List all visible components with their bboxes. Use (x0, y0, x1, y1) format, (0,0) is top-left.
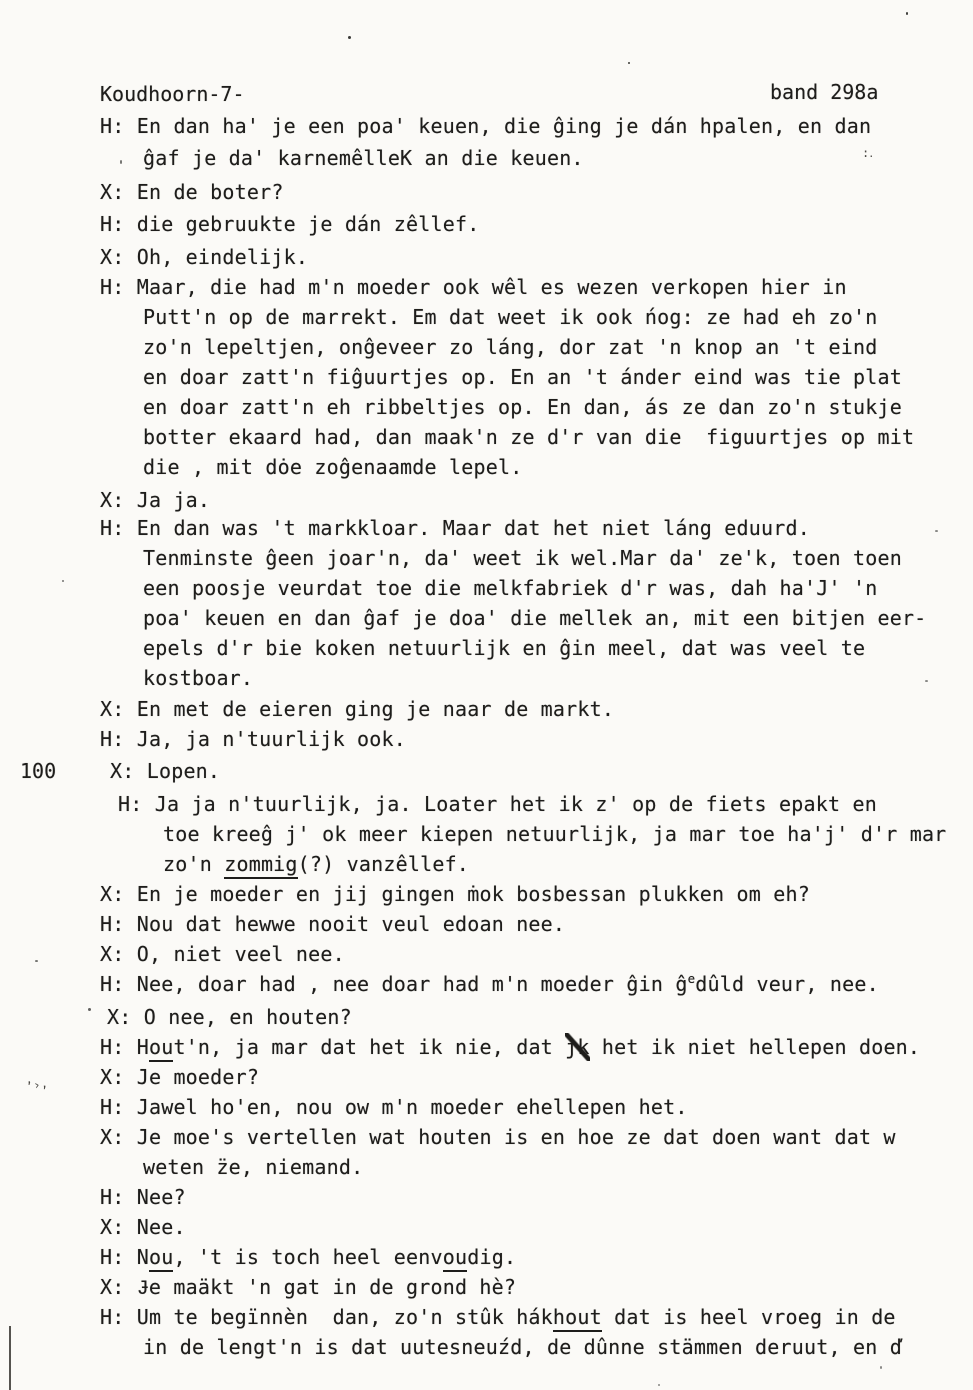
document-title: Koudhoorn-7- (100, 82, 245, 106)
scan-speck (62, 580, 64, 582)
text-run: Tenminste ĝeen joar'n, da' weet ik wel.Mar da' ze'k, toen toen (143, 546, 902, 570)
text-run: zommig (224, 852, 297, 879)
scan-smudge: :․ (862, 146, 874, 160)
text-run: ĝaf je da' karnemêlleK an die keuen. (143, 146, 584, 170)
transcript-line (100, 1243, 516, 1271)
transcript-line (100, 970, 879, 1001)
text-run: in de lengt'n is dat uutesneuźd, de dûnne stämmen deruut, en ď (143, 1335, 902, 1359)
scan-speck (658, 1384, 660, 1386)
transcript-line (143, 664, 253, 692)
text-run: een poosje veurdat toe die melkfabriek d'r was, dah ha'J' 'n (143, 576, 878, 600)
text-run: H: Ja, ja n'tuurlijk ook. (100, 727, 407, 751)
text-run: X: Je moe's vertellen wat houten is en hoe ze dat doen want dat w (100, 1125, 896, 1149)
transcript-line (110, 757, 220, 785)
text-run: (?) vanzêllef. (297, 852, 470, 876)
text-run: toe kreeĝ j' ok meer kiepen netuurlijk, ja mar toe ha'j' d'r mar (163, 822, 947, 846)
text-run: het ik niet hellepen doen. (589, 1035, 921, 1059)
text-run: H: Maar, die had m'n moeder ook wêl es wezen verkopen hier in (100, 275, 847, 299)
scan-speck (880, 1366, 882, 1369)
text-run: X: En de boter? (100, 180, 284, 204)
text-run: , 't is toch heel eenv (173, 1245, 443, 1269)
scan-speck (120, 160, 122, 164)
text-run: die , mit dȯe zoĝenaamde lepel. (143, 455, 523, 479)
transcript-line (100, 940, 345, 968)
text-run: X: Je moeder? (100, 1065, 260, 1089)
text-run: H: Nee? (100, 1185, 186, 1209)
transcript-line (100, 210, 479, 238)
text-run: H: En dan ha' je een poa' keuen, die ĝing je dán hpalen, en dan (100, 114, 872, 138)
transcript-line (100, 243, 308, 271)
scan-speck (88, 1008, 91, 1011)
text-run: jk (565, 1035, 590, 1059)
transcript-line (118, 790, 877, 818)
transcript-line (100, 1063, 259, 1091)
transcript-line (143, 634, 865, 662)
text-run: X: En je moeder en jij gingen ṁok bosbessan plukken om eh? (100, 882, 810, 906)
transcript-line (143, 544, 902, 572)
text-run: dat is heel vroeg in de (601, 1305, 896, 1329)
text-run: epels d'r bie koken netuurlijk en ĝin meel, dat was veel te (143, 636, 866, 660)
transcript-line (100, 880, 810, 908)
text-run: en doar zatt'n eh ribbeltjes op. En dan, ás ze dan zo'n stukje (143, 395, 902, 419)
transcript-line (100, 1183, 186, 1211)
transcript-line (100, 725, 406, 753)
transcript-line (100, 1123, 896, 1151)
transcript-line (143, 453, 522, 481)
text-run: H: Nou dat hewwe nooit veul edoan nee. (100, 912, 566, 936)
text-run: X: Ɉe maäkt 'n gat in de grond hè? (100, 1275, 517, 1299)
transcript-line (143, 1153, 363, 1181)
text-run: H: N (100, 1245, 149, 1269)
transcript-line (143, 1333, 902, 1361)
text-run: weten z̈e, niemand. (143, 1155, 364, 1179)
transcript-line (143, 423, 914, 451)
transcript-line (100, 178, 284, 206)
text-run: ou (443, 1245, 467, 1272)
scan-smudge: ’›, (24, 1075, 49, 1095)
transcript-line (100, 1213, 186, 1241)
text-run: X: O nee, en houten? (107, 1005, 352, 1029)
text-run: X: En met de eieren ging je naar de markt. (100, 697, 615, 721)
text-run: ou (149, 1035, 173, 1062)
text-run: t'n, ja mar dat het ik nie, dat (173, 1035, 566, 1059)
transcript-line (100, 514, 810, 542)
scan-speck (935, 530, 938, 532)
text-run: ou (149, 1245, 173, 1272)
text-run: X: Ja ja. (100, 488, 211, 512)
text-run: H: En dan was 't markkloar. Maar dat het niet láng eduurd. (100, 516, 810, 540)
transcript-line (163, 850, 469, 878)
scan-edge-line (9, 1326, 11, 1390)
text-run: e (687, 970, 696, 986)
transcript-line (163, 820, 946, 848)
transcript-line (100, 112, 871, 140)
scan-speck (628, 62, 630, 64)
transcript-line (107, 1003, 352, 1031)
transcript-line (143, 144, 584, 172)
transcript-line (100, 486, 210, 514)
transcript-line (100, 1273, 516, 1301)
text-run: hout (553, 1305, 602, 1332)
text-run: H: Ja ja n'tuurlijk, ja. Loater het ik z' op de fiets epakt en (118, 792, 877, 816)
scan-speck (35, 960, 38, 962)
transcript-line (100, 1093, 688, 1121)
text-run: H: Um te begïnnèn dan, zo'n stûk hák (100, 1305, 553, 1329)
text-run: X: Nee. (100, 1215, 186, 1239)
band-label: band 298a (770, 80, 879, 104)
transcript-line (143, 363, 902, 391)
transcript-line (100, 1033, 920, 1061)
text-run: botter ekaard had, dan maak'n ze d'r van die figuurtjes op mit (143, 425, 915, 449)
text-run: en doar zatt'n fiĝuurtjes op. En an 't ánder eind was tie plat (143, 365, 902, 389)
text-run: H: H (100, 1035, 149, 1059)
transcript-line (100, 695, 614, 723)
scan-speck (925, 680, 928, 682)
text-run: X: Lopen. (110, 759, 221, 783)
text-run: X: O, niet veel nee. (100, 942, 345, 966)
transcript-line (100, 1303, 896, 1331)
transcript-line (143, 604, 926, 632)
text-run: Putt'n op de marrekt. Em dat weet ik ook ńog: ze had eh zo'n (143, 305, 878, 329)
transcript-line (143, 574, 877, 602)
text-run: dûld veur, nee. (695, 972, 879, 996)
text-run: poa' keuen en dan ĝaf je doa' die mellek an, mit een bitjen eer- (143, 606, 927, 630)
text-run: H: Jawel ho'en, nou ow m'n moeder ehellepen het. (100, 1095, 688, 1119)
scan-speck (906, 12, 908, 15)
transcript-line (143, 333, 877, 361)
transcript-line (100, 910, 565, 938)
text-run: H: Nee, doar had , nee doar had m'n moeder ĝin ĝ (100, 972, 688, 996)
text-run: H: die gebruukte je dán zêllef. (100, 212, 480, 236)
transcript-line (100, 273, 847, 301)
margin-line-number: 100 (20, 759, 57, 783)
text-run: kostboar. (143, 666, 254, 690)
scan-speck (348, 36, 351, 39)
text-run: zo'n (163, 852, 225, 876)
text-run: X: Oh, eindelijk. (100, 245, 309, 269)
text-run: zo'n lepeltjen, onĝeveer zo láng, dor zat 'n knop an 't eind (143, 335, 878, 359)
transcript-line (143, 393, 902, 421)
transcript-line (143, 303, 877, 331)
text-run: dig. (467, 1245, 517, 1269)
